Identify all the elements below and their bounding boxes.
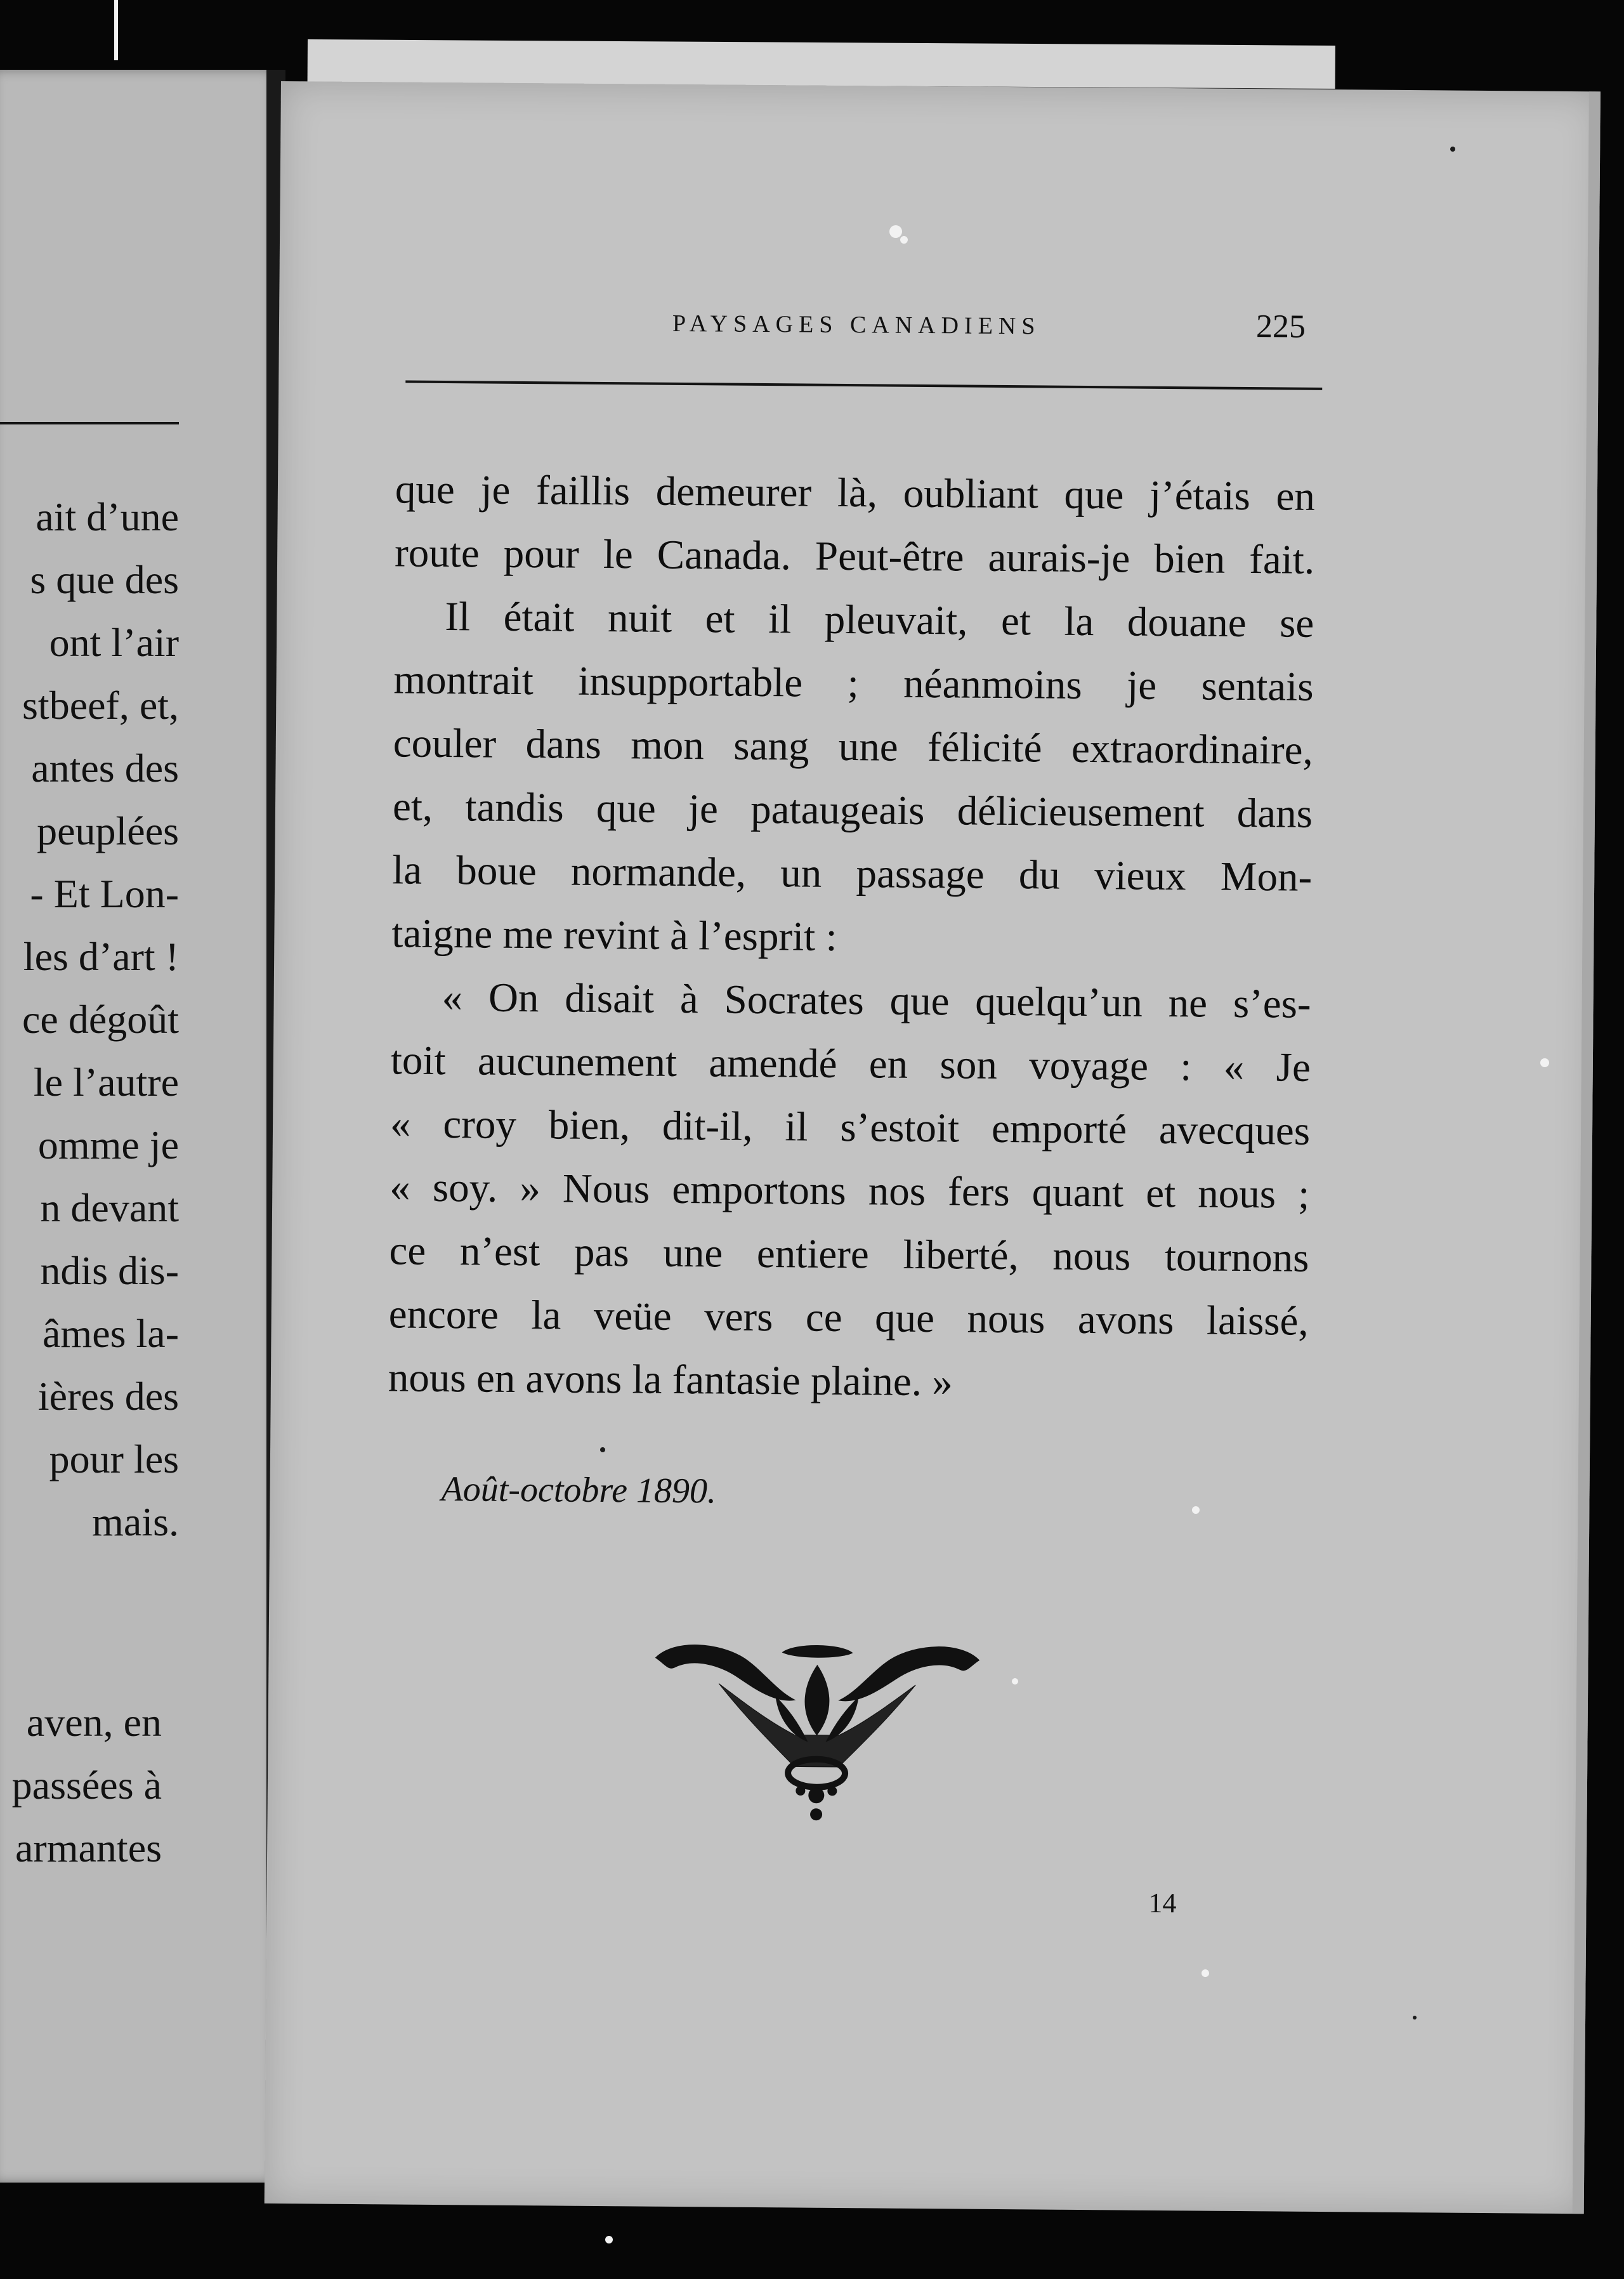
left-page-line: pour les xyxy=(49,1436,179,1481)
body-text xyxy=(388,466,1315,1424)
signature-mark: 14 xyxy=(1148,1887,1177,1919)
left-page-line: stbeef, et, xyxy=(22,683,179,728)
left-page-line: antes des xyxy=(31,745,179,791)
text-line: que je faillis demeurer là, oubliant que j’étais en xyxy=(395,466,1316,520)
text-line: Il était nuit et il pleuvait, et la douane se xyxy=(445,594,1314,647)
left-page-line: ières des xyxy=(37,1374,179,1419)
text-line: nous en avons la fantasie plaine. » xyxy=(388,1355,953,1405)
left-page-line: n devant xyxy=(40,1185,179,1230)
left-page-line: omme je xyxy=(37,1122,179,1167)
left-page-line: ont l’air xyxy=(49,620,179,665)
left-page-rule xyxy=(0,422,179,424)
left-page-line: ce dégoût xyxy=(22,997,179,1042)
page xyxy=(265,81,1601,2214)
left-page-line: passées à xyxy=(11,1763,162,1808)
left-page-text-lower xyxy=(0,1691,162,1879)
left-page-line: ndis dis- xyxy=(40,1248,179,1293)
left-page xyxy=(0,70,279,2183)
text-line: « On disait à Socrates que quelqu’un ne s’es- xyxy=(442,975,1311,1027)
running-head: PAYSAGES CANADIENS xyxy=(672,310,1041,340)
text-line: taigne me revint à l’esprit : xyxy=(391,910,837,960)
fleuron-ornament xyxy=(648,1639,985,1832)
text-line: toit aucunement amendé en son voyage : « Je xyxy=(390,1037,1311,1091)
text-line: « soy. » Nous emportons nos fers quant et nous ; xyxy=(390,1164,1310,1218)
left-page-text xyxy=(0,485,179,1553)
left-page-line: - Et Lon- xyxy=(30,871,179,916)
text-line: ce n’est pas une entiere liberté, nous tournons xyxy=(389,1228,1309,1281)
left-page-line: les d’art ! xyxy=(23,934,179,979)
page-number: 225 xyxy=(1255,308,1306,345)
dateline: Août-octobre 1890. xyxy=(441,1469,717,1511)
text-line: « croy bien, dit-il, il s’estoit emporté avecques xyxy=(390,1101,1311,1154)
left-page-line: aven, en xyxy=(26,1700,162,1745)
left-page-line: s que des xyxy=(30,557,179,602)
left-page-line: peuplées xyxy=(37,808,179,853)
left-page-line: mais. xyxy=(92,1499,179,1544)
text-line: la boue normande, un passage du vieux Mon- xyxy=(391,847,1313,900)
left-page-line: âmes la- xyxy=(43,1311,179,1356)
text-line: encore la veüe vers ce que nous avons laissé, xyxy=(388,1291,1309,1344)
text-line: route pour le Canada. Peut-être aurais-je bien fait. xyxy=(394,530,1315,583)
text-line: et, tandis que je pataugeais délicieusement dans xyxy=(392,784,1313,837)
text-line: montrait insupportable ; néanmoins je sentais xyxy=(393,657,1314,710)
header-rule xyxy=(405,381,1322,390)
left-page-line: le l’autre xyxy=(33,1060,179,1105)
left-page-line: armantes xyxy=(15,1825,162,1870)
text-line: couler dans mon sang une félicité extraordinaire, xyxy=(393,720,1314,773)
left-page-line: ait d’une xyxy=(36,494,179,539)
